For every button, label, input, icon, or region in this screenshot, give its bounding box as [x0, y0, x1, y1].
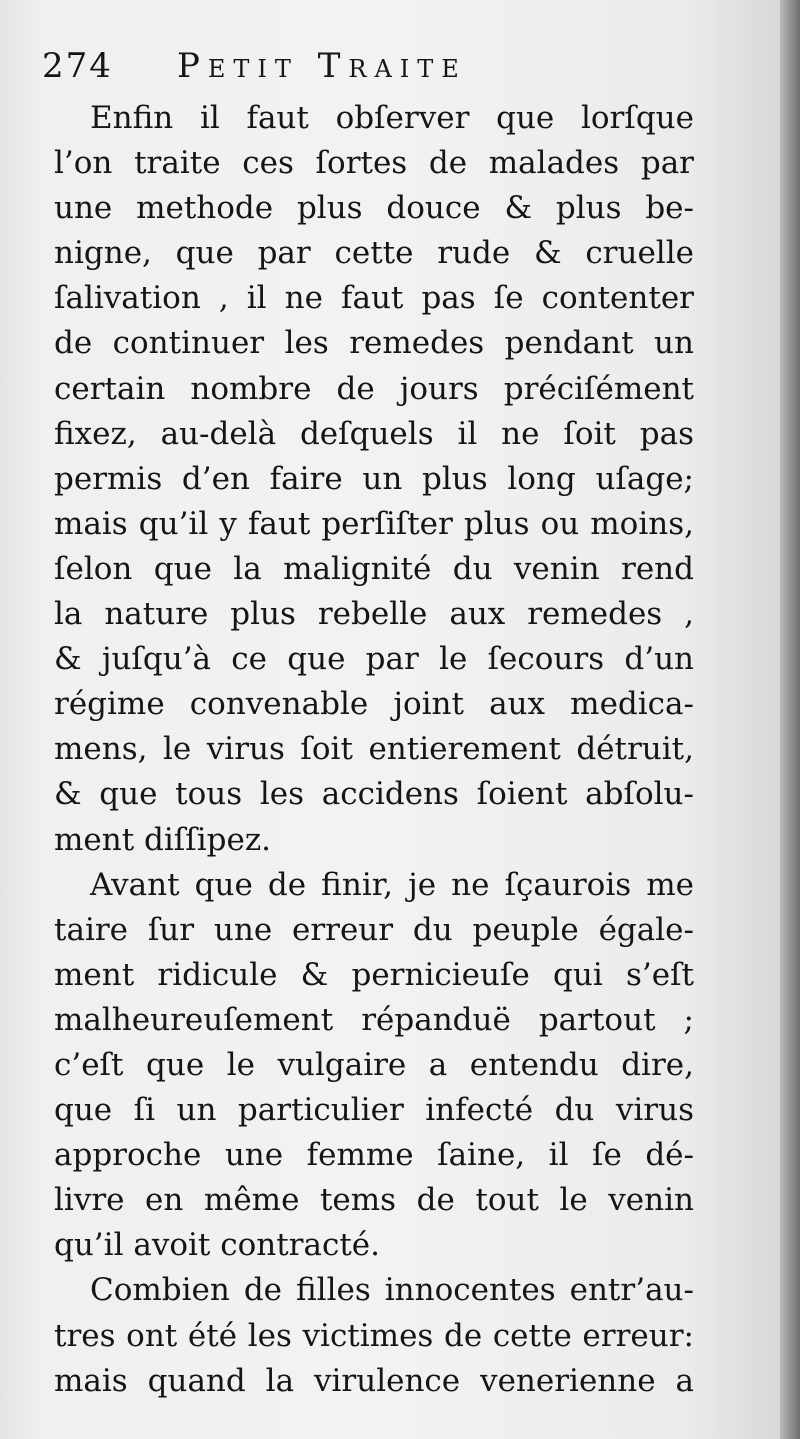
text-line: mens, le virus ſoit entierement détruit,	[54, 731, 694, 768]
text-line: fixez, au-delà deſquels il ne ſoit pas	[54, 415, 694, 452]
page-header	[42, 40, 742, 100]
text-line: & que tous les accidens ſoient abſolu-	[54, 776, 694, 813]
text-line: certain nombre de jours préciſément	[54, 370, 694, 407]
text-line: Combien de filles innocentes entr’au-	[90, 1272, 694, 1309]
text-line: & juſqu’à ce que par le ſecours d’un	[54, 641, 694, 678]
text-line: taire ſur une erreur du peuple égale-	[54, 911, 694, 948]
text-line: tres ont été les victimes de cette erreur:	[54, 1317, 694, 1354]
running-head: Petit Traite	[177, 46, 467, 86]
text-line: Avant que de finir, je ne ſçaurois me	[90, 866, 694, 903]
text-line: ment ridicule & pernicieuſe qui s’eſt	[54, 956, 694, 993]
text-line: qu’il avoit contracté.	[54, 1227, 380, 1264]
page-number: 274	[42, 46, 113, 86]
text-line: ſalivation , il ne faut pas ſe contenter	[54, 280, 694, 317]
text-line: nigne, que par cette rude & cruelle	[54, 235, 694, 272]
text-line: mais quand la virulence venerienne a	[54, 1362, 694, 1399]
text-line: une methode plus douce & plus be-	[54, 190, 694, 227]
text-line: approche une femme ſaine, il ſe dé-	[54, 1137, 694, 1174]
text-line: la nature plus rebelle aux remedes ,	[54, 596, 694, 633]
text-line: mais qu’il y faut perſiſter plus ou moins,	[54, 505, 694, 542]
text-line: régime convenable joint aux medica-	[54, 686, 694, 723]
book-gutter	[780, 0, 800, 1439]
text-line: c’eſt que le vulgaire a entendu dire,	[54, 1046, 694, 1083]
body-text	[54, 96, 694, 1404]
text-line: ſelon que la malignité du venin rend	[54, 550, 694, 587]
text-line: de continuer les remedes pendant un	[54, 325, 694, 362]
text-line: permis d’en faire un plus long uſage;	[54, 460, 694, 497]
text-line: livre en même tems de tout le venin	[54, 1182, 694, 1219]
text-line: ment diſſipez.	[54, 821, 272, 858]
text-line: l’on traite ces ſortes de malades par	[54, 145, 694, 182]
text-line: que ſi un particulier infecté du virus	[54, 1092, 694, 1129]
text-line: Enfin il faut obſerver que lorſque	[90, 100, 694, 136]
text-line: malheureuſement répanduë partout ;	[54, 1001, 694, 1038]
